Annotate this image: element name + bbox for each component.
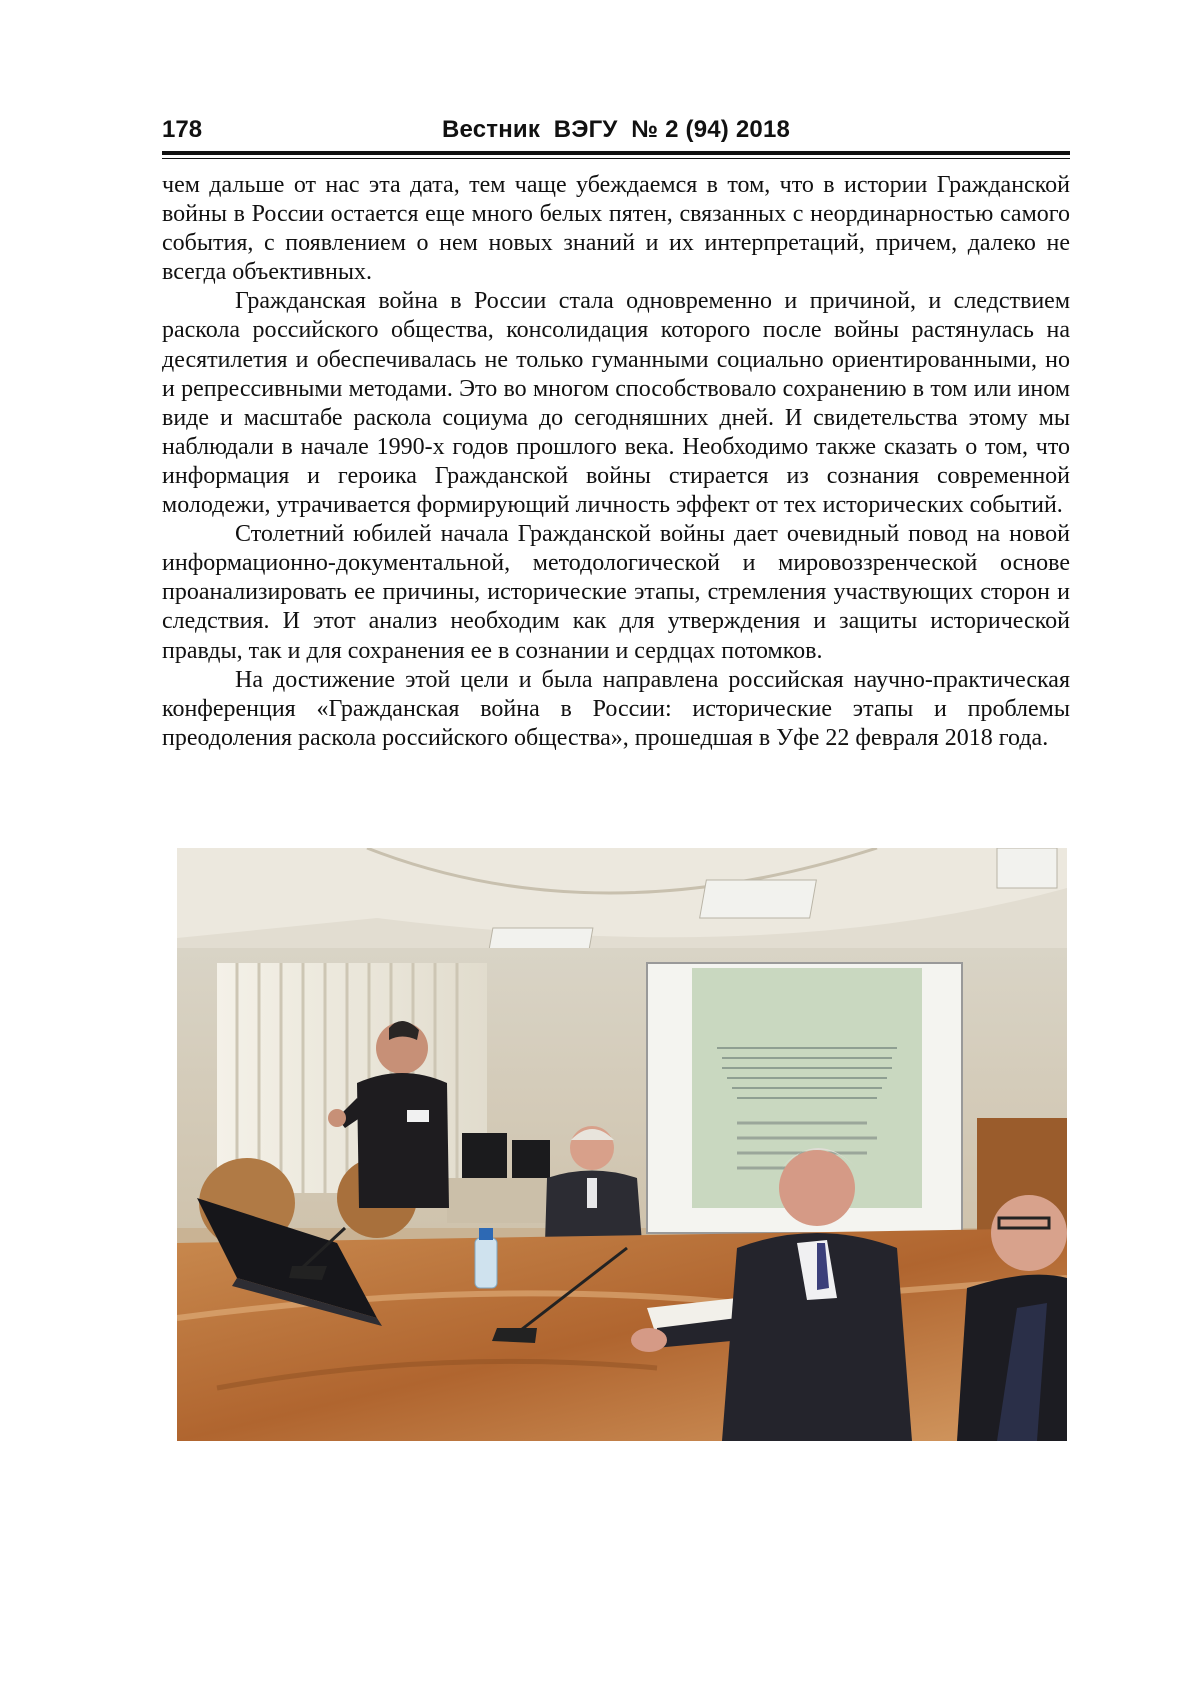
paragraph-1: чем дальше от нас эта дата, тем чаще убеждаемся в том, что в истории Гражданской войны в России остается еще много белых пятен, связанных с неординарностью самого события, с появлением о нем новых знаний и их интерпретаций, причем, далеко не всегда объективных. <box>162 172 1070 286</box>
paragraph-2: Гражданская война в России стала одновременно и причиной, и следствием раскола российского общества, консолидация которого после войны растянулась на десятилетия и обеспечивалась не только гуманными социально ориентированными, но и репрессивными методами. Это во многом способствовало сохранению в том или ином виде и масштабе раскола социума до сегодняшних дней. И свидетельства этому мы наблюдали в начале 1990-х годов прошлого века. Необходимо также сказать о том, что информация и героика Гражданской войны стирается из сознания современной молодежи, утрачивается формирующий личность эффект от тех исторических событий. <box>162 288 1070 519</box>
conference-photo <box>177 848 1067 1441</box>
paragraph-3: Столетний юбилей начала Гражданской войны дает очевидный повод на новой информационно-документальной, методологической и мировоззренческой основе проанализировать ее причины, исторические этапы, стремления участвующих сторон и следствия. И этот анализ необходим как для утверждения и защиты исторической правды, так и для сохранения ее в сознании и сердцах потомков. <box>162 521 1070 664</box>
paragraph-4: На достижение этой цели и была направлена российская научно-практическая конференция «Гражданская война в России: исторические этапы и проблемы преодоления раскола российского общества», прошедшая в Уфе 22 февраля 2018 года. <box>162 666 1070 751</box>
page-header <box>162 116 1070 146</box>
conference-photo-illustration <box>177 848 1067 1441</box>
page-number: 178 <box>162 116 203 143</box>
journal-title: Вестник ВЭГУ № 2 (94) 2018 <box>441 116 791 143</box>
header-rule-thin <box>162 158 1070 159</box>
article-body <box>162 171 1070 753</box>
header-rule-thick <box>162 151 1070 155</box>
